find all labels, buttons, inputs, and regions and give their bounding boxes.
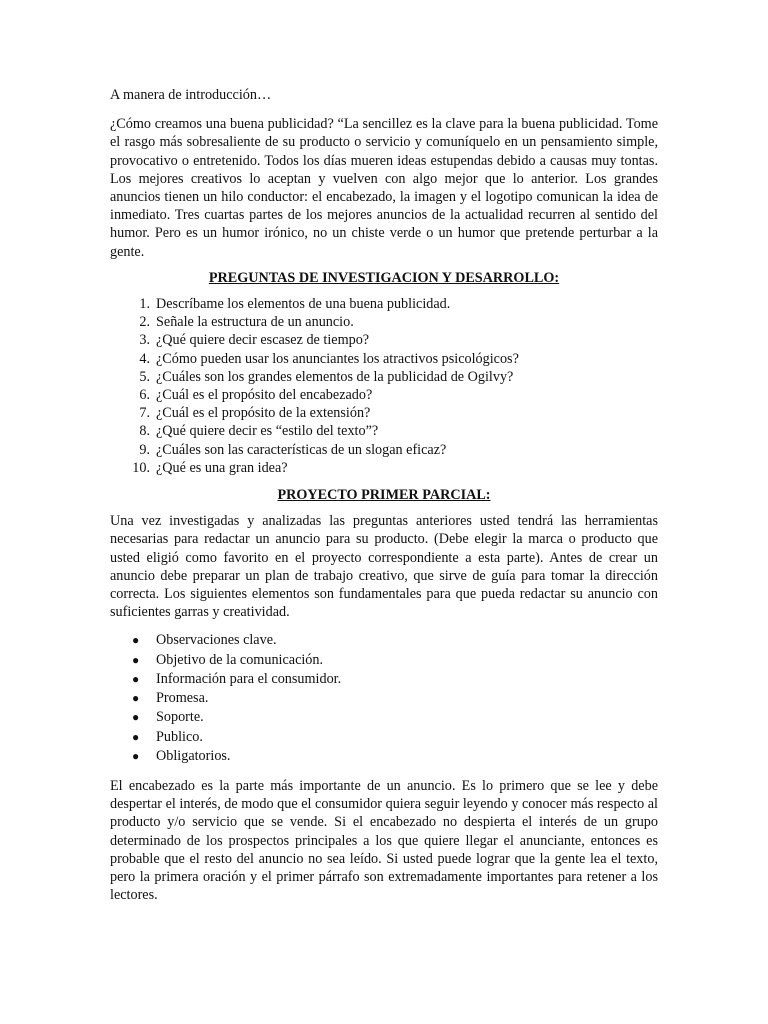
question-text: ¿Cómo pueden usar los anunciantes los atractivos psicológicos? — [156, 350, 519, 367]
question-item — [110, 350, 658, 368]
element-text: Información para el consumidor. — [156, 670, 342, 687]
question-item — [110, 368, 658, 386]
element-item — [110, 728, 658, 747]
question-item — [110, 331, 658, 349]
element-item — [110, 651, 658, 670]
question-text: Señale la estructura de un anuncio. — [156, 314, 354, 331]
element-text: Promesa. — [156, 690, 209, 707]
question-number: 8. — [139, 423, 150, 440]
bullet-icon: ● — [132, 710, 140, 725]
bullet-icon: ● — [132, 671, 140, 686]
question-text: ¿Qué quiere decir escasez de tiempo? — [156, 332, 370, 349]
question-item — [110, 404, 658, 422]
question-item — [110, 313, 658, 331]
bullet-icon: ● — [132, 729, 140, 744]
question-number: 9. — [139, 441, 150, 458]
question-number: 4. — [139, 350, 150, 367]
paragraph-headline: El encabezado es la parte más importante de un anuncio. Es lo primero que se lee y debe despertar el interés, de modo que el consumidor quiera seguir leyendo y conocer más respecto al producto y/o servicio que se vende. Si el encabezado no despierta el interés de un grupo determinado de los prospectos principales a los que quiere llegar el anunciante, entonces es probable que el resto del anuncio no sea leído. Si usted puede lograr que la gente lea el texto, pero la primera oración y el primer párrafo son extremadamente importantes para retener a los lectores. — [110, 777, 658, 904]
question-number: 2. — [139, 314, 150, 331]
question-text: ¿Cuáles son las características de un slogan eficaz? — [156, 441, 447, 458]
element-text: Soporte. — [156, 709, 204, 726]
question-item — [110, 441, 658, 459]
project-heading: PROYECTO PRIMER PARCIAL: — [277, 487, 491, 504]
paragraph-intro: ¿Cómo creamos una buena publicidad? “La sencillez es la clave para la buena publicidad. Tome el rasgo más sobresaliente de su producto o servicio y comuníquelo en un pensamiento simple, provocativo o entretenido. Todos los días mueren ideas estupendas debido a causas muy tontas. Los mejores creativos lo aceptan y vuelven con algo mejor que lo anterior. Los grandes anuncios tienen un hilo conductor: el encabezado, la imagen y el logotipo comunican la idea de inmediato. Tres cuartas partes de los mejores anuncios de la actualidad recurren al sentido del humor. Pero es un humor irónico, no un chiste verde o un humor que pretende perturbar a la gente. — [110, 116, 658, 260]
question-number: 5. — [139, 368, 150, 385]
element-item — [110, 670, 658, 689]
question-item — [110, 295, 658, 313]
bullet-icon: ● — [132, 748, 140, 763]
element-item — [110, 631, 658, 650]
element-text: Obligatorios. — [156, 747, 231, 764]
question-number: 1. — [139, 296, 150, 313]
question-item — [110, 422, 658, 440]
paragraph-project: Una vez investigadas y analizadas las preguntas anteriores usted tendrá las herramientas necesarias para redactar un anuncio para su producto. (Debe elegir la marca o producto que usted eligió como favorito en el proyecto correspondiente a esta parte). Antes de crear un anuncio debe preparar un plan de trabajo creativo, que sirve de guía para tomar la dirección correcta. Los siguientes elementos son fundamentales para que pueda redactar su anuncio con suficientes garras y creatividad. — [110, 513, 658, 621]
question-item — [110, 459, 658, 477]
intro-line: A manera de introducción… — [110, 87, 272, 103]
questions-list — [110, 295, 658, 477]
question-text: ¿Cuáles son los grandes elementos de la publicidad de Ogilvy? — [156, 368, 514, 385]
question-number: 7. — [139, 405, 150, 422]
element-item — [110, 689, 658, 708]
question-text: ¿Cuál es el propósito del encabezado? — [156, 387, 373, 404]
question-number: 10. — [132, 459, 150, 476]
element-text: Publico. — [156, 728, 203, 745]
question-text: ¿Qué es una gran idea? — [156, 459, 288, 476]
bullet-icon: ● — [132, 652, 140, 667]
question-number: 6. — [139, 387, 150, 404]
question-text: Descríbame los elementos de una buena publicidad. — [156, 296, 451, 313]
question-text: ¿Qué quiere decir es “estilo del texto”? — [156, 423, 379, 440]
questions-heading: PREGUNTAS DE INVESTIGACION Y DESARROLLO: — [208, 269, 560, 286]
question-text: ¿Cuál es el propósito de la extensión? — [156, 405, 371, 422]
question-number: 3. — [139, 332, 150, 349]
element-text: Observaciones clave. — [156, 632, 277, 649]
element-item — [110, 708, 658, 727]
bullet-icon: ● — [132, 691, 140, 706]
bullet-icon: ● — [132, 633, 140, 648]
elements-list — [110, 631, 658, 765]
document-content — [110, 86, 658, 904]
element-text: Objetivo de la comunicación. — [156, 651, 324, 668]
question-item — [110, 386, 658, 404]
element-item — [110, 747, 658, 766]
